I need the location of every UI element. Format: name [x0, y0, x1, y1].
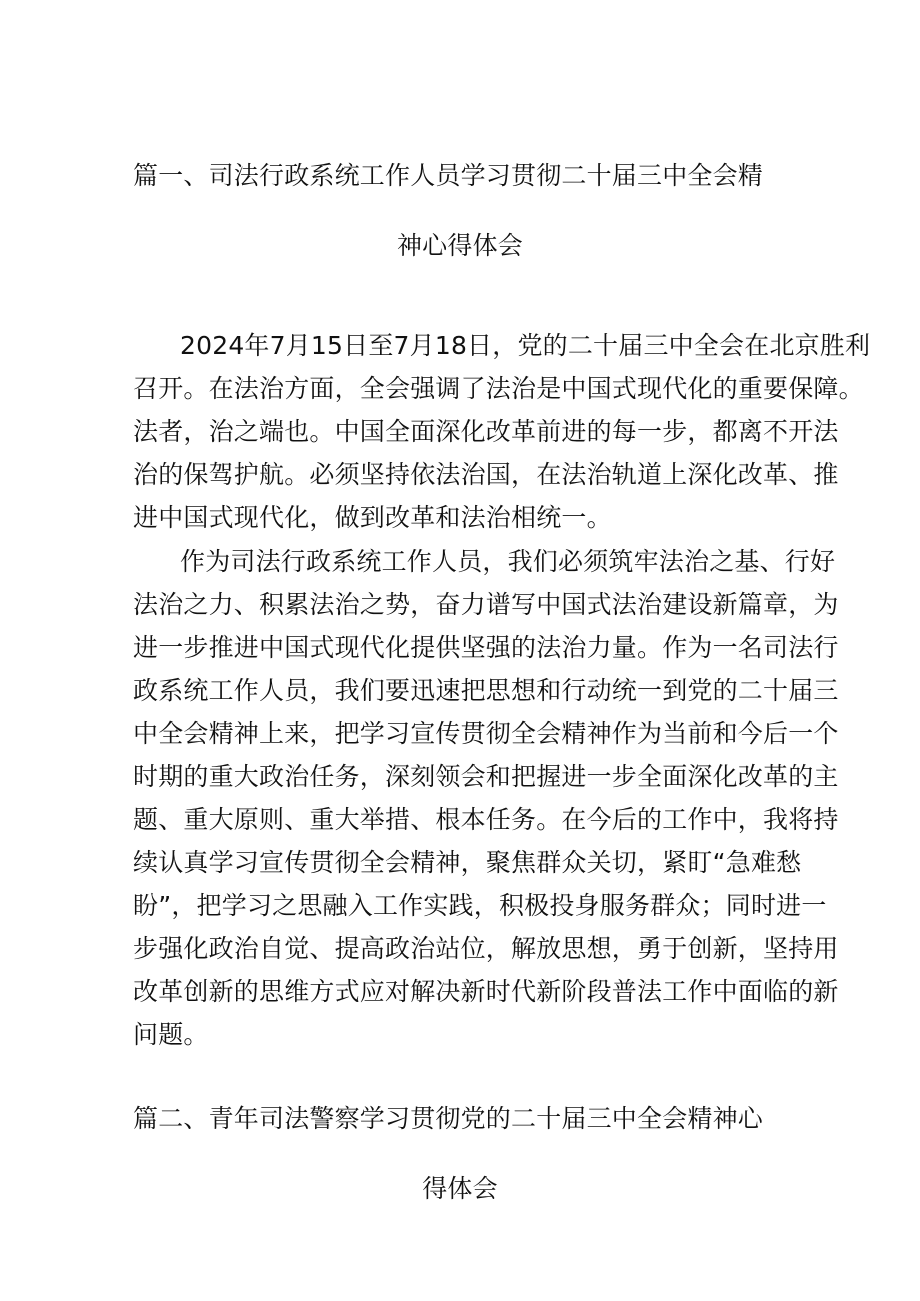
paragraph2-line: 改革创新的思维方式应对解决新时代新阶段普法工作中面临的新 [133, 977, 839, 1006]
paragraph2-line: 中全会精神上来，把学习宣传贯彻全会精神作为当前和今后一个 [133, 719, 839, 748]
section2-title-line1: 篇二、青年司法警察学习贯彻党的二十届三中全会精神心 [133, 1104, 764, 1133]
section1-title-line1: 篇一、司法行政系统工作人员学习贯彻二十届三中全会精 [133, 161, 764, 190]
paragraph2-line: 步强化政治自觉、提高政治站位，解放思想，勇于创新，坚持用 [133, 934, 839, 963]
paragraph1-line: 召开。在法治方面，全会强调了法治是中国式现代化的重要保障。 [133, 374, 864, 403]
paragraph2-line: 政系统工作人员，我们要迅速把思想和行动统一到党的二十届三 [133, 676, 839, 705]
paragraph2-line: 续认真学习宣传贯彻全会精神，聚焦群众关切，紧盯“急难愁 [133, 848, 802, 877]
paragraph1-line: 法者，治之端也。中国全面深化改革前进的每一步，都离不开法 [133, 417, 839, 446]
paragraph2-line: 时期的重大政治任务，深刻领会和把握进一步全面深化改革的主 [133, 762, 839, 791]
section2-title-line2: 得体会 [422, 1174, 498, 1203]
paragraph2-line: 题、重大原则、重大举措、根本任务。在今后的工作中，我将持 [133, 805, 839, 834]
paragraph2-line: 问题。 [133, 1020, 209, 1049]
paragraph1-line: 2024年7月15日至7月18日，党的二十届三中全会在北京胜利 [180, 331, 871, 360]
paragraph1-line: 治的保驾护航。必须坚持依法治国，在法治轨道上深化改革、推 [133, 460, 839, 489]
paragraph1-line: 进中国式现代化，做到改革和法治相统一。 [133, 503, 612, 532]
paragraph2-line: 法治之力、积累法治之势，奋力谱写中国式法治建设新篇章，为 [133, 590, 839, 619]
paragraph2-line: 盼”，把学习之思融入工作实践，积极投身服务群众；同时进一 [133, 891, 827, 920]
section1-title-line2: 神心得体会 [396, 231, 523, 260]
paragraph2-line: 作为司法行政系统工作人员，我们必须筑牢法治之基、行好 [180, 547, 836, 576]
paragraph2-line: 进一步推进中国式现代化提供坚强的法治力量。作为一名司法行 [133, 633, 839, 662]
